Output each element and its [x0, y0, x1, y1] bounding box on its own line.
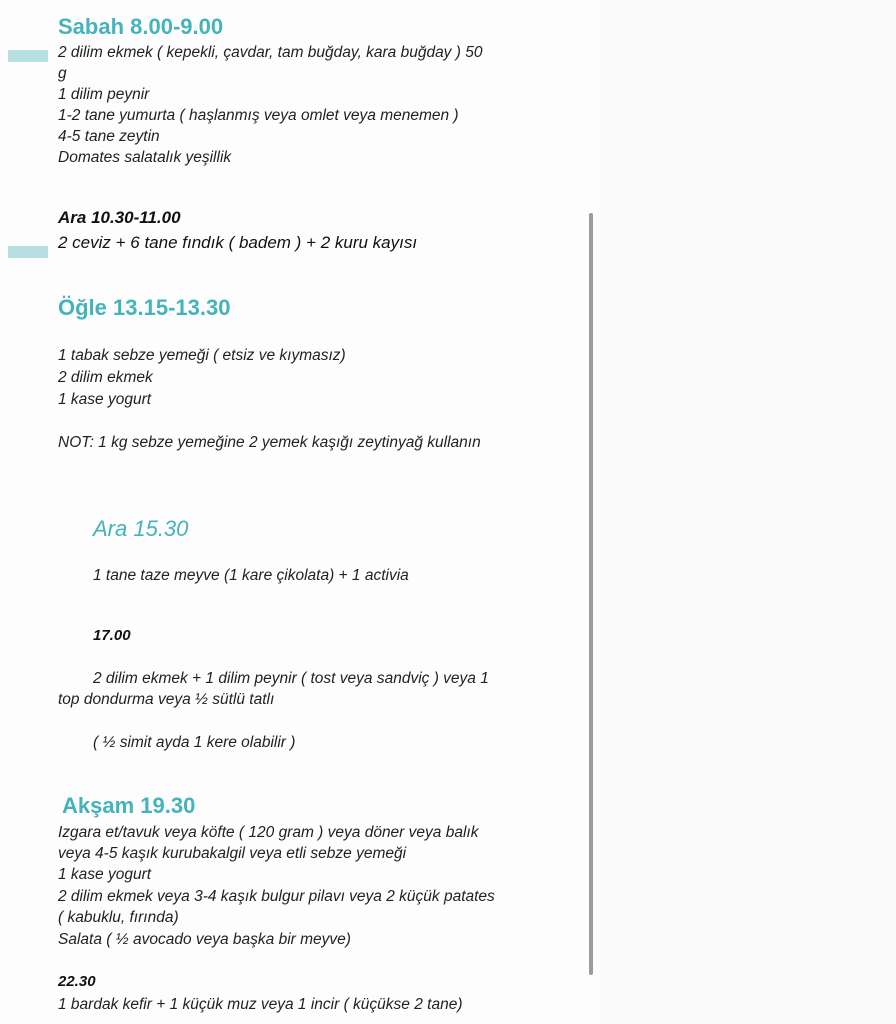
ogle-heading: Öğle 13.15-13.30 [58, 295, 231, 320]
sabah-line: 2 dilim ekmek ( kepekli, çavdar, tam buğday, kara buğday ) 50 [58, 44, 483, 61]
aksam-line: ( kabuklu, fırında) [58, 909, 179, 926]
ara2-heading: Ara 15.30 [93, 516, 189, 541]
ara1-heading: Ara 10.30-11.00 [58, 208, 181, 227]
aksam-line: veya 4-5 kaşık kurubakalgil veya etli sebze yemeği [58, 845, 407, 862]
ikindi-line: 2 dilim ekmek + 1 dilim peynir ( tost veya sandviç ) veya 1 [93, 670, 489, 687]
ara2-line: 1 tane taze meyve (1 kare çikolata) + 1 activia [93, 567, 409, 584]
ogle-line: 2 dilim ekmek [58, 369, 153, 386]
aksam-line: 1 kase yogurt [58, 866, 152, 883]
highlight-marker [8, 246, 48, 258]
ogle-note: NOT: 1 kg sebze yemeğine 2 yemek kaşığı zeytinyağ kullanın [58, 434, 481, 451]
vertical-scrollbar[interactable] [589, 213, 593, 975]
ikindi-line: top dondurma veya ½ sütlü tatlı [58, 691, 275, 708]
aksam-heading: Akşam 19.30 [62, 793, 196, 818]
sabah-line: 4-5 tane zeytin [58, 128, 160, 145]
sabah-line: g [58, 65, 67, 82]
sabah-line: 1-2 tane yumurta ( haşlanmış veya omlet veya menemen ) [58, 107, 459, 124]
aksam-line: Izgara et/tavuk veya köfte ( 120 gram ) veya döner veya balık [58, 824, 479, 841]
ikindi-heading: 17.00 [93, 627, 131, 644]
aksam-line: 2 dilim ekmek veya 3-4 kaşık bulgur pilavı veya 2 küçük patates [58, 888, 495, 905]
sabah-line: Domates salatalık yeşillik [58, 149, 232, 166]
ogle-line: 1 tabak sebze yemeği ( etsiz ve kıymasız) [58, 347, 346, 364]
ara1-line: 2 ceviz + 6 tane fındık ( badem ) + 2 kuru kayısı [58, 233, 418, 252]
ogle-line: 1 kase yogurt [58, 391, 152, 408]
aksam-line: Salata ( ½ avocado veya başka bir meyve) [58, 931, 351, 948]
ikindi-note: ( ½ simit ayda 1 kere olabilir ) [93, 734, 296, 751]
sabah-heading: Sabah 8.00-9.00 [58, 14, 224, 39]
side-background [600, 0, 896, 1024]
highlight-marker [8, 50, 48, 62]
sabah-line: 1 dilim peynir [58, 86, 150, 103]
gece-heading: 22.30 [58, 973, 96, 990]
gece-line: 1 bardak kefir + 1 küçük muz veya 1 incir ( küçükse 2 tane) [58, 996, 463, 1013]
